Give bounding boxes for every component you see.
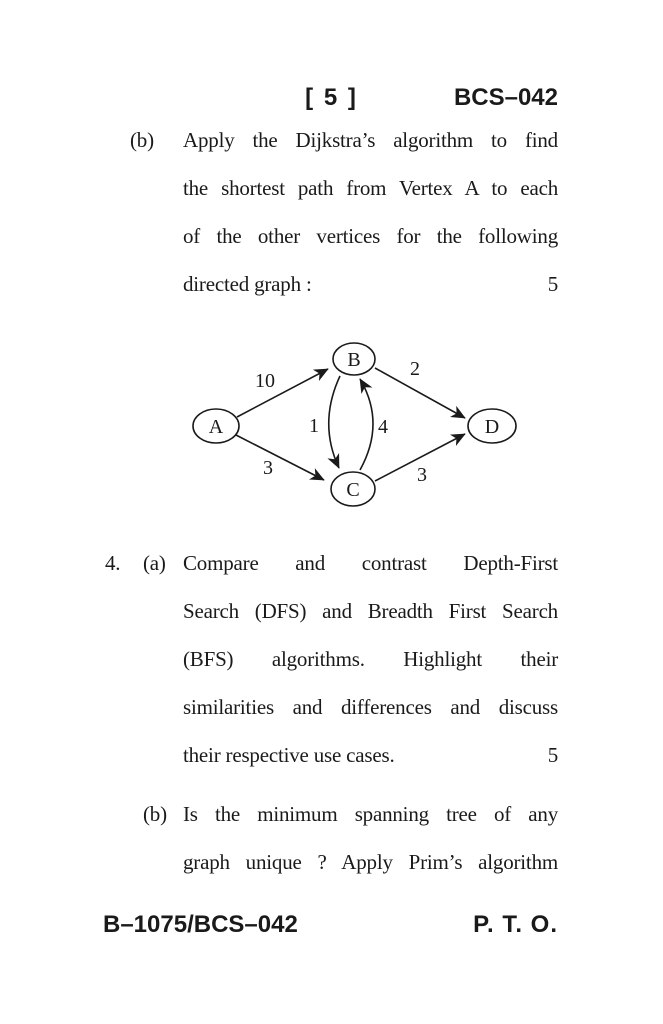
paper-code: BCS–042 xyxy=(453,84,558,111)
edge-A-C xyxy=(236,435,324,480)
question-4a-label: (a) xyxy=(143,551,166,575)
page-number: [ 5 ] xyxy=(305,84,358,111)
edge-weight-A-C: 3 xyxy=(263,457,273,479)
page-header xyxy=(0,84,663,112)
question-3b-label: (b) xyxy=(130,128,154,152)
footer-paper-ref: B–1075/BCS–042 xyxy=(103,911,298,938)
question-4a-line: (BFS) algorithms. Highlight their xyxy=(183,647,558,671)
question-3b-line: directed graph : xyxy=(183,272,312,296)
footer-pto: P. T. O. xyxy=(473,911,558,938)
edge-weight-C-B: 4 xyxy=(378,416,388,438)
edge-B-C xyxy=(329,376,340,468)
edge-A-B xyxy=(237,369,328,417)
question-4a-last-line xyxy=(183,731,558,779)
question-4a xyxy=(105,539,558,779)
question-4b-line: graph unique ? Apply Prim’s algorithm xyxy=(183,850,558,874)
page-footer xyxy=(0,911,663,939)
question-3b-line: the shortest path from Vertex A to each xyxy=(183,176,558,200)
question-4b-label: (b) xyxy=(143,802,167,826)
question-3b-line: of the other vertices for the following xyxy=(183,224,558,248)
question-4a-line: Search (DFS) and Breadth First Search xyxy=(183,599,558,623)
question-4b-line: Is the minimum spanning tree of any xyxy=(183,802,558,826)
question-4a-line: similarities and differences and discuss xyxy=(183,695,558,719)
node-D-label: D xyxy=(484,416,500,438)
question-3b-line: Apply the Dijkstra’s algorithm to find xyxy=(183,128,558,152)
question-4a-marks: 5 xyxy=(547,743,558,767)
question-3b-last-line xyxy=(183,260,558,308)
question-3b-marks: 5 xyxy=(547,272,558,296)
question-4b xyxy=(105,790,558,886)
directed-graph-svg xyxy=(148,328,568,533)
question-4-number: 4. xyxy=(105,551,121,575)
edge-weight-B-C: 1 xyxy=(309,415,319,437)
edge-weight-B-D: 2 xyxy=(410,358,420,380)
edge-weight-A-B: 10 xyxy=(255,370,275,392)
question-4a-line: Compare and contrast Depth-First xyxy=(183,551,558,575)
node-C-label: C xyxy=(346,479,360,501)
edge-C-B xyxy=(360,379,373,470)
question-4a-line: their respective use cases. xyxy=(183,743,395,767)
node-A-label: A xyxy=(208,416,224,438)
directed-graph-figure xyxy=(148,328,568,533)
question-3b xyxy=(105,116,558,308)
edge-weight-C-D: 3 xyxy=(417,464,427,486)
edge-B-D xyxy=(375,368,465,418)
node-B-label: B xyxy=(347,349,361,371)
